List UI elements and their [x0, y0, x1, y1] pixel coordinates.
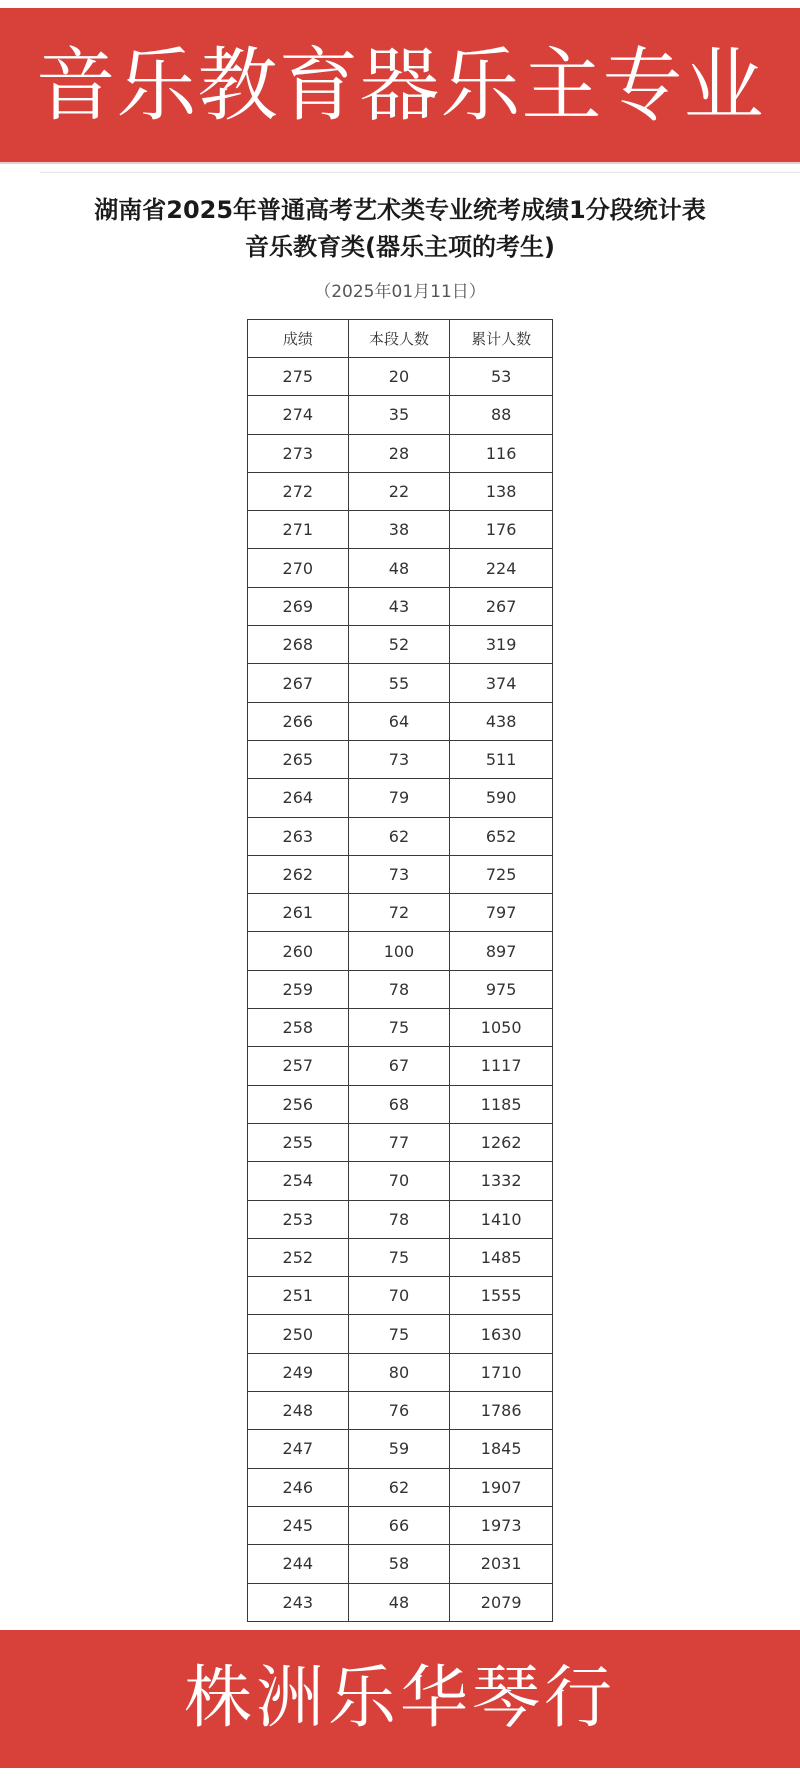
cell-segment-count: 20 — [348, 358, 450, 396]
table-row — [248, 358, 553, 396]
table-row — [248, 1315, 553, 1353]
cell-segment-count: 70 — [348, 1162, 450, 1200]
cell-segment-count: 66 — [348, 1506, 450, 1544]
table-row — [248, 1353, 553, 1391]
cell-segment-count: 68 — [348, 1085, 450, 1123]
cell-segment-count: 80 — [348, 1353, 450, 1391]
table-row — [248, 664, 553, 702]
header-cumulative-count: 累计人数 — [450, 320, 553, 358]
table-row — [248, 855, 553, 893]
cell-cumulative-count: 1845 — [450, 1430, 553, 1468]
cell-cumulative-count: 1786 — [450, 1392, 553, 1430]
cell-segment-count: 43 — [348, 587, 450, 625]
cell-cumulative-count: 138 — [450, 472, 553, 510]
table-row — [248, 396, 553, 434]
bottom-strip — [0, 1768, 800, 1778]
cell-segment-count: 48 — [348, 1583, 450, 1621]
table-row — [248, 932, 553, 970]
cell-score: 260 — [248, 932, 349, 970]
cell-cumulative-count: 116 — [450, 434, 553, 472]
score-table — [247, 319, 553, 1622]
cell-score: 256 — [248, 1085, 349, 1123]
cell-segment-count: 75 — [348, 1009, 450, 1047]
cell-score: 263 — [248, 817, 349, 855]
table-row — [248, 1468, 553, 1506]
cell-segment-count: 67 — [348, 1047, 450, 1085]
table-row — [248, 587, 553, 625]
table-row — [248, 1238, 553, 1276]
table-row — [248, 1200, 553, 1238]
cell-score: 268 — [248, 626, 349, 664]
table-row — [248, 511, 553, 549]
cell-score: 246 — [248, 1468, 349, 1506]
cell-segment-count: 62 — [348, 817, 450, 855]
header-score: 成绩 — [248, 320, 349, 358]
cell-score: 261 — [248, 894, 349, 932]
table-row — [248, 894, 553, 932]
cell-cumulative-count: 1630 — [450, 1315, 553, 1353]
cell-segment-count: 22 — [348, 472, 450, 510]
cell-score: 264 — [248, 779, 349, 817]
cell-cumulative-count: 438 — [450, 702, 553, 740]
cell-segment-count: 59 — [348, 1430, 450, 1468]
cell-score: 245 — [248, 1506, 349, 1544]
cell-score: 270 — [248, 549, 349, 587]
cell-score: 273 — [248, 434, 349, 472]
cell-cumulative-count: 2079 — [450, 1583, 553, 1621]
table-body — [248, 358, 553, 1622]
cell-segment-count: 35 — [348, 396, 450, 434]
cell-score: 258 — [248, 1009, 349, 1047]
cell-score: 275 — [248, 358, 349, 396]
cell-cumulative-count: 1485 — [450, 1238, 553, 1276]
page-subtitle: 音乐教育类(器乐主项的考生) — [245, 233, 555, 261]
cell-score: 272 — [248, 472, 349, 510]
cell-cumulative-count: 176 — [450, 511, 553, 549]
table-row — [248, 817, 553, 855]
cell-cumulative-count: 224 — [450, 549, 553, 587]
cell-cumulative-count: 319 — [450, 626, 553, 664]
cell-cumulative-count: 53 — [450, 358, 553, 396]
cell-score: 251 — [248, 1277, 349, 1315]
cell-cumulative-count: 267 — [450, 587, 553, 625]
cell-segment-count: 64 — [348, 702, 450, 740]
cell-cumulative-count: 1710 — [450, 1353, 553, 1391]
table-row — [248, 1430, 553, 1468]
cell-cumulative-count: 725 — [450, 855, 553, 893]
cell-score: 266 — [248, 702, 349, 740]
cell-score: 243 — [248, 1583, 349, 1621]
cell-segment-count: 100 — [348, 932, 450, 970]
cell-segment-count: 75 — [348, 1238, 450, 1276]
table-header-row — [248, 320, 553, 358]
cell-cumulative-count: 1262 — [450, 1123, 553, 1161]
cell-cumulative-count: 374 — [450, 664, 553, 702]
cell-segment-count: 75 — [348, 1315, 450, 1353]
cell-segment-count: 79 — [348, 779, 450, 817]
cell-segment-count: 62 — [348, 1468, 450, 1506]
header-segment-count: 本段人数 — [348, 320, 450, 358]
cell-cumulative-count: 1907 — [450, 1468, 553, 1506]
table-row — [248, 1583, 553, 1621]
cell-cumulative-count: 1410 — [450, 1200, 553, 1238]
cell-cumulative-count: 1117 — [450, 1047, 553, 1085]
cell-cumulative-count: 797 — [450, 894, 553, 932]
cell-cumulative-count: 511 — [450, 740, 553, 778]
cell-segment-count: 58 — [348, 1545, 450, 1583]
cell-cumulative-count: 1332 — [450, 1162, 553, 1200]
cell-segment-count: 38 — [348, 511, 450, 549]
cell-score: 247 — [248, 1430, 349, 1468]
bottom-banner — [0, 1630, 800, 1768]
cell-segment-count: 76 — [348, 1392, 450, 1430]
cell-score: 244 — [248, 1545, 349, 1583]
cell-score: 267 — [248, 664, 349, 702]
cell-score: 249 — [248, 1353, 349, 1391]
table-row — [248, 1545, 553, 1583]
cell-score: 265 — [248, 740, 349, 778]
cell-cumulative-count: 652 — [450, 817, 553, 855]
cell-segment-count: 52 — [348, 626, 450, 664]
cell-segment-count: 77 — [348, 1123, 450, 1161]
cell-score: 250 — [248, 1315, 349, 1353]
table-row — [248, 779, 553, 817]
table-row — [248, 970, 553, 1008]
cell-score: 255 — [248, 1123, 349, 1161]
cell-cumulative-count: 1185 — [450, 1085, 553, 1123]
cell-score: 252 — [248, 1238, 349, 1276]
cell-cumulative-count: 897 — [450, 932, 553, 970]
table-row — [248, 1506, 553, 1544]
table-row — [248, 1392, 553, 1430]
table-row — [248, 472, 553, 510]
cell-cumulative-count: 590 — [450, 779, 553, 817]
cell-cumulative-count: 2031 — [450, 1545, 553, 1583]
cell-score: 253 — [248, 1200, 349, 1238]
cell-cumulative-count: 1973 — [450, 1506, 553, 1544]
table-row — [248, 1162, 553, 1200]
cell-segment-count: 70 — [348, 1277, 450, 1315]
bottom-banner-text: 株洲乐华琴行 — [183, 1659, 616, 1738]
cell-score: 259 — [248, 970, 349, 1008]
table-row — [248, 1085, 553, 1123]
cell-segment-count: 73 — [348, 740, 450, 778]
cell-segment-count: 78 — [348, 1200, 450, 1238]
cell-score: 257 — [248, 1047, 349, 1085]
table-row — [248, 1009, 553, 1047]
table-row — [248, 740, 553, 778]
cell-score: 248 — [248, 1392, 349, 1430]
table-row — [248, 702, 553, 740]
table-row — [248, 1277, 553, 1315]
top-banner-text: 音乐教育器乐主专业 — [35, 39, 765, 132]
table-row — [248, 1047, 553, 1085]
cell-segment-count: 78 — [348, 970, 450, 1008]
cell-score: 254 — [248, 1162, 349, 1200]
cell-cumulative-count: 1555 — [450, 1277, 553, 1315]
cell-score: 269 — [248, 587, 349, 625]
cell-cumulative-count: 1050 — [450, 1009, 553, 1047]
table-row — [248, 1123, 553, 1161]
cell-score: 271 — [248, 511, 349, 549]
cell-cumulative-count: 88 — [450, 396, 553, 434]
cell-segment-count: 28 — [348, 434, 450, 472]
top-banner — [0, 8, 800, 164]
cell-segment-count: 48 — [348, 549, 450, 587]
cell-cumulative-count: 975 — [450, 970, 553, 1008]
table-row — [248, 549, 553, 587]
cell-segment-count: 55 — [348, 664, 450, 702]
date-label: （2025年01月11日） — [314, 282, 486, 302]
cell-score: 274 — [248, 396, 349, 434]
cell-segment-count: 73 — [348, 855, 450, 893]
table-row — [248, 434, 553, 472]
cell-segment-count: 72 — [348, 894, 450, 932]
divider — [40, 172, 800, 173]
page-title: 湖南省2025年普通高考艺术类专业统考成绩1分段统计表 — [94, 196, 706, 224]
cell-score: 262 — [248, 855, 349, 893]
table-row — [248, 626, 553, 664]
